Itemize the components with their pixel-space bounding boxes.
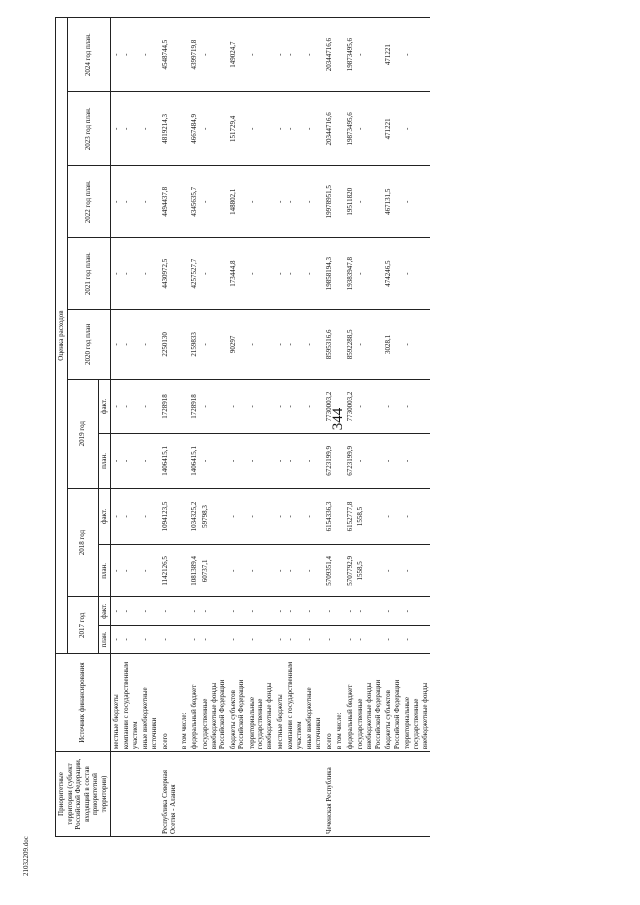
table-row [345, 18, 356, 837]
value-cell: - [304, 92, 323, 166]
value-cell: - [355, 379, 383, 433]
value-cell: - [304, 310, 323, 380]
value-cell: - [355, 434, 383, 488]
value-cell: - [247, 434, 275, 488]
source-cell: компании с государственным участием [121, 654, 140, 752]
value-cell: - [247, 310, 275, 380]
value-cell [179, 488, 190, 545]
source-cell: территориальные государственные внебюджетные фонды [402, 654, 430, 752]
territory-cell [355, 752, 383, 837]
table-row [324, 18, 335, 837]
value-cell: - [110, 238, 121, 310]
value-cell: 19511820 [345, 166, 356, 238]
value-cell: - [402, 92, 430, 166]
value-cell: - [383, 434, 402, 488]
source-cell: бюджеты субъектов Российской Федерации [228, 654, 247, 752]
value-cell: - [110, 310, 121, 380]
value-cell [334, 238, 345, 310]
value-cell: - [275, 545, 286, 597]
value-cell: - [247, 18, 275, 92]
value-cell [334, 166, 345, 238]
value-cell [334, 488, 345, 545]
source-cell: федеральный бюджет [189, 654, 200, 752]
source-cell: государственные внебюджетные фонды Российской Федерации [200, 654, 228, 752]
value-cell: - [200, 434, 228, 488]
value-cell: - [200, 92, 228, 166]
source-cell: территориальные государственные внебюджетные фонды [247, 654, 275, 752]
value-cell: - [324, 597, 335, 625]
estimate-header: Оценка расходов [56, 18, 68, 654]
rotated-table-container [55, 17, 635, 837]
value-cell: - [304, 545, 323, 597]
table-row [275, 18, 286, 837]
value-cell: - [140, 379, 159, 433]
value-cell: - [402, 597, 430, 625]
value-cell [179, 434, 190, 488]
value-cell: - [355, 597, 383, 625]
year-2019-header: 2019 год [67, 379, 98, 488]
territory-cell [189, 752, 200, 837]
value-cell: - [304, 488, 323, 545]
value-cell [179, 92, 190, 166]
value-cell [334, 379, 345, 433]
value-cell: - [110, 18, 121, 92]
value-cell: - [345, 597, 356, 625]
value-cell: - [121, 92, 140, 166]
value-cell: 1406415,1 [189, 434, 200, 488]
value-cell: - [304, 625, 323, 653]
value-cell: - [355, 92, 383, 166]
value-cell: - [121, 379, 140, 433]
value-cell: - [285, 238, 304, 310]
page-number: 344 [330, 407, 346, 431]
value-cell: 4819214,3 [160, 92, 179, 166]
value-cell: 1081389,4 [189, 545, 200, 597]
value-cell: 19383947,8 [345, 238, 356, 310]
value-cell: - [402, 310, 430, 380]
value-cell [179, 166, 190, 238]
territory-cell [179, 752, 190, 837]
fact-2019-header: факт. [98, 379, 110, 433]
value-cell: - [110, 597, 121, 625]
value-cell: 5707792,9 [345, 545, 356, 597]
value-cell: - [247, 545, 275, 597]
footer-filename: 21032209.doc [22, 836, 30, 876]
value-cell [179, 310, 190, 380]
territory-cell [275, 752, 286, 837]
value-cell: - [121, 434, 140, 488]
value-cell: 5709351,4 [324, 545, 335, 597]
value-cell: - [140, 166, 159, 238]
value-cell: - [200, 166, 228, 238]
value-cell: - [140, 238, 159, 310]
value-cell: - [285, 625, 304, 653]
territory-cell [140, 752, 159, 837]
territory-cell [110, 752, 121, 837]
year-2024-header: 2024 год план. [67, 18, 110, 92]
value-cell: - [110, 92, 121, 166]
territory-cell [285, 752, 304, 837]
value-cell [334, 18, 345, 92]
value-cell: - [402, 238, 430, 310]
value-cell: - [285, 545, 304, 597]
value-cell: - [304, 434, 323, 488]
value-cell: - [200, 597, 228, 625]
value-cell: - [345, 625, 356, 653]
territory-cell [383, 752, 402, 837]
table-row [285, 18, 304, 837]
value-cell: 1558,5 [355, 488, 383, 545]
value-cell: - [304, 238, 323, 310]
source-cell: государственные внебюджетные фонды Российской Федерации [355, 654, 383, 752]
table-row [200, 18, 228, 837]
value-cell: - [275, 597, 286, 625]
value-cell: - [355, 166, 383, 238]
value-cell: - [402, 379, 430, 433]
year-2021-header: 2021 год план. [67, 238, 110, 310]
value-cell: - [285, 92, 304, 166]
value-cell: 7730003,2 [324, 379, 335, 433]
value-cell: 474246,5 [383, 238, 402, 310]
source-cell: всего [324, 654, 335, 752]
territory-cell [228, 752, 247, 837]
value-cell: - [304, 379, 323, 433]
value-cell: 149024,7 [228, 18, 247, 92]
value-cell [179, 379, 190, 433]
value-cell: - [285, 488, 304, 545]
value-cell: - [228, 597, 247, 625]
value-cell: - [121, 545, 140, 597]
value-cell: - [189, 597, 200, 625]
value-cell: 6723199,9 [324, 434, 335, 488]
value-cell: 3028,1 [383, 310, 402, 380]
source-cell: местные бюджеты [110, 654, 121, 752]
value-cell: - [383, 625, 402, 653]
value-cell: - [228, 545, 247, 597]
value-cell: - [228, 379, 247, 433]
value-cell: - [200, 18, 228, 92]
table-row [140, 18, 159, 837]
value-cell: - [402, 166, 430, 238]
value-cell: - [110, 625, 121, 653]
value-cell: - [247, 238, 275, 310]
value-cell: 19858194,3 [324, 238, 335, 310]
source-cell: всего [160, 654, 179, 752]
year-2018-header: 2018 год [67, 488, 98, 597]
year-2023-header: 2023 год план. [67, 92, 110, 166]
value-cell: - [228, 488, 247, 545]
source-cell: в том числе: [179, 654, 190, 752]
value-cell: - [402, 625, 430, 653]
table-row [110, 18, 121, 837]
value-cell: - [304, 18, 323, 92]
table-row [383, 18, 402, 837]
value-cell: - [140, 92, 159, 166]
value-cell: - [275, 379, 286, 433]
territory-cell: Чеченская Республика [324, 752, 335, 837]
value-cell: - [247, 488, 275, 545]
value-cell [179, 238, 190, 310]
value-cell: 4399719,8 [189, 18, 200, 92]
year-2017-header: 2017 год [67, 597, 98, 654]
value-cell: - [285, 434, 304, 488]
value-cell: 4667484,9 [189, 92, 200, 166]
value-cell: - [275, 625, 286, 653]
value-cell [179, 545, 190, 597]
source-cell: федеральный бюджет [345, 654, 356, 752]
table-row [304, 18, 323, 837]
value-cell [179, 597, 190, 625]
value-cell: - [355, 18, 383, 92]
value-cell: 467131,5 [383, 166, 402, 238]
value-cell: - [247, 379, 275, 433]
value-cell: - [402, 488, 430, 545]
value-cell: - [140, 310, 159, 380]
table-row [179, 18, 190, 837]
plan-2019-header: план. [98, 434, 110, 488]
value-cell: - [355, 310, 383, 380]
source-cell: компании с государственным участием [285, 654, 304, 752]
value-cell: 20344716,6 [324, 92, 335, 166]
value-cell: - [160, 625, 179, 653]
value-cell: 1142126,5 [160, 545, 179, 597]
value-cell: - [200, 238, 228, 310]
value-cell: 2159833 [189, 310, 200, 380]
territory-cell [121, 752, 140, 837]
territory-cell [247, 752, 275, 837]
value-cell: 4430972,5 [160, 238, 179, 310]
table-row [189, 18, 200, 837]
source-cell: бюджеты субъектов Российской Федерации [383, 654, 402, 752]
value-cell: - [275, 92, 286, 166]
value-cell: - [304, 166, 323, 238]
value-cell: 59798,3 [200, 488, 228, 545]
plan-2017-header: план. [98, 625, 110, 653]
territory-cell [402, 752, 430, 837]
value-cell: - [247, 597, 275, 625]
value-cell: 6152777,8 [345, 488, 356, 545]
value-cell: - [383, 379, 402, 433]
table-body [110, 18, 430, 837]
value-cell: - [121, 238, 140, 310]
value-cell: 19873495,6 [345, 92, 356, 166]
value-cell: 6723199,9 [345, 434, 356, 488]
table-row [160, 18, 179, 837]
value-cell: - [189, 625, 200, 653]
territory-cell [345, 752, 356, 837]
value-cell: 1034325,2 [189, 488, 200, 545]
value-cell: 1558,5 [355, 545, 383, 597]
territory-cell [200, 752, 228, 837]
source-cell: иные внебюджетные источники [140, 654, 159, 752]
table-row [228, 18, 247, 837]
value-cell: - [140, 434, 159, 488]
value-cell: 1094123,5 [160, 488, 179, 545]
value-cell: - [121, 166, 140, 238]
value-cell: 8595316,6 [324, 310, 335, 380]
table-row [247, 18, 275, 837]
value-cell [179, 18, 190, 92]
value-cell: 151729,4 [228, 92, 247, 166]
expenditure-table [55, 17, 430, 837]
value-cell: - [275, 238, 286, 310]
value-cell [179, 625, 190, 653]
value-cell: - [275, 166, 286, 238]
value-cell: - [275, 488, 286, 545]
table-row [355, 18, 383, 837]
source-cell: в том числе: [334, 654, 345, 752]
fact-2018-header: факт. [98, 488, 110, 545]
value-cell: 19978951,5 [324, 166, 335, 238]
table-row [121, 18, 140, 837]
value-cell: - [228, 625, 247, 653]
value-cell: - [383, 545, 402, 597]
value-cell [334, 434, 345, 488]
value-cell: - [200, 379, 228, 433]
value-cell: - [275, 310, 286, 380]
value-cell: - [285, 597, 304, 625]
value-cell: 173444,8 [228, 238, 247, 310]
value-cell: 148802,1 [228, 166, 247, 238]
value-cell: - [355, 625, 383, 653]
value-cell [334, 625, 345, 653]
territory-cell [304, 752, 323, 837]
value-cell: 20344716,6 [324, 18, 335, 92]
year-2022-header: 2022 год план. [67, 166, 110, 238]
source-cell: местные бюджеты [275, 654, 286, 752]
value-cell: - [200, 625, 228, 653]
value-cell: - [140, 545, 159, 597]
value-cell: - [285, 166, 304, 238]
value-cell: - [110, 545, 121, 597]
value-cell: 19873495,6 [345, 18, 356, 92]
value-cell: - [140, 625, 159, 653]
value-cell: - [275, 18, 286, 92]
value-cell: - [247, 92, 275, 166]
value-cell: - [121, 18, 140, 92]
value-cell: 4345635,7 [189, 166, 200, 238]
value-cell: - [200, 310, 228, 380]
value-cell: - [402, 434, 430, 488]
value-cell: - [304, 597, 323, 625]
value-cell: - [121, 310, 140, 380]
value-cell: 2250130 [160, 310, 179, 380]
territory-cell [334, 752, 345, 837]
value-cell: 471221 [383, 18, 402, 92]
value-cell: - [110, 434, 121, 488]
value-cell [334, 545, 345, 597]
value-cell: - [121, 488, 140, 545]
year-2020-header: 2020 год план [67, 310, 110, 380]
value-cell: - [402, 18, 430, 92]
value-cell [334, 597, 345, 625]
value-cell: 1728918 [189, 379, 200, 433]
value-cell: 4494437,8 [160, 166, 179, 238]
col-source-header: Источник финансирования [56, 654, 111, 752]
value-cell: - [121, 597, 140, 625]
value-cell: - [285, 310, 304, 380]
value-cell: 7730003,2 [345, 379, 356, 433]
table-row [402, 18, 430, 837]
value-cell: - [355, 238, 383, 310]
value-cell: 8592288,5 [345, 310, 356, 380]
source-cell: иные внебюджетные источники [304, 654, 323, 752]
territory-cell: Республика Северная Осетия - Алания [160, 752, 179, 837]
value-cell: 1406415,1 [160, 434, 179, 488]
value-cell [334, 92, 345, 166]
value-cell: - [402, 545, 430, 597]
value-cell: - [324, 625, 335, 653]
value-cell: - [383, 488, 402, 545]
value-cell: - [121, 625, 140, 653]
value-cell: - [285, 18, 304, 92]
value-cell: 60737,1 [200, 545, 228, 597]
value-cell: 4548744,5 [160, 18, 179, 92]
value-cell: - [110, 166, 121, 238]
col-territory-header: Приоритетные территории (субъект Российской Федерации, входящий в состав приоритетной территории) [56, 752, 111, 837]
value-cell: - [275, 434, 286, 488]
value-cell [334, 310, 345, 380]
value-cell: 90297 [228, 310, 247, 380]
fact-2017-header: факт. [98, 597, 110, 625]
value-cell: 6154336,3 [324, 488, 335, 545]
value-cell: 4257527,7 [189, 238, 200, 310]
value-cell: - [110, 379, 121, 433]
value-cell: - [140, 18, 159, 92]
value-cell: - [247, 625, 275, 653]
value-cell: - [140, 597, 159, 625]
value-cell: - [285, 379, 304, 433]
table-row [334, 18, 345, 837]
plan-2018-header: план. [98, 545, 110, 597]
value-cell: - [160, 597, 179, 625]
value-cell: - [247, 166, 275, 238]
value-cell: - [383, 597, 402, 625]
value-cell: - [140, 488, 159, 545]
value-cell: 471221 [383, 92, 402, 166]
value-cell: 1728918 [160, 379, 179, 433]
value-cell: - [110, 488, 121, 545]
value-cell: - [228, 434, 247, 488]
